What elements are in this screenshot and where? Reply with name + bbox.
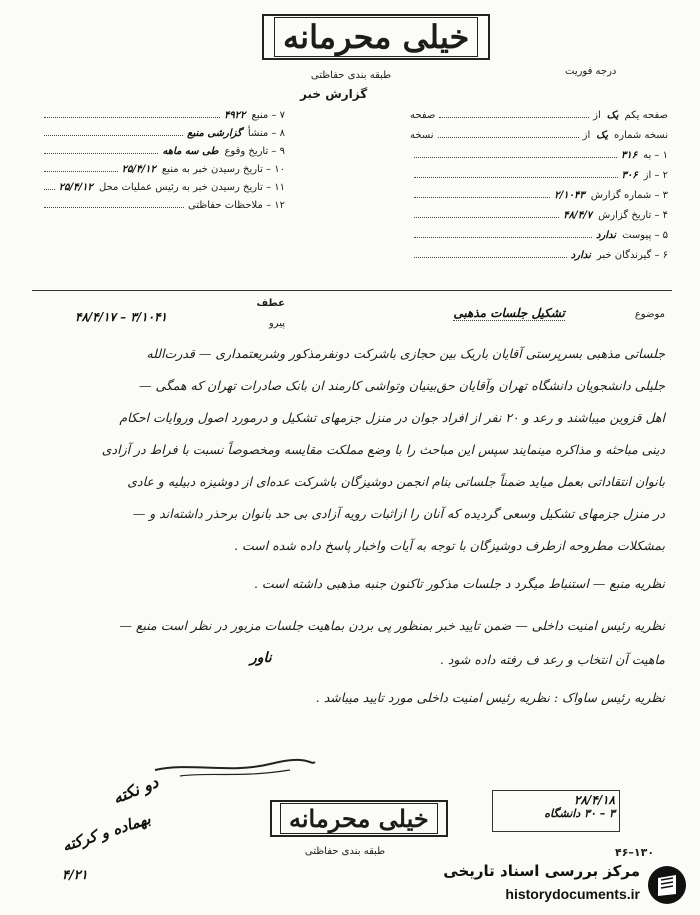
handwritten-note-3: ۴/۲۱: [62, 868, 88, 883]
reference-value: ۴۸/۴/۱۷ – ۳/۱۰۴۱: [75, 310, 167, 324]
top-classification-stamp: [262, 14, 490, 60]
top-stamp-text: خیلی محرمانه: [274, 17, 478, 57]
field-recipients: ۶ – گیرندگان خبر ندارد: [410, 248, 668, 261]
field-to: ۱ – به ۳۱۶: [410, 148, 668, 161]
field-news-to-chief-date: ۱۱ – تاریخ رسیدن خبر به رئیس عملیات محل ۲۵/۴/۱۲: [40, 180, 285, 193]
body-line: بانوان انتقاداتی بعمل میاید ضمناً جلساتی بنام انجمن دوشیزگان باشرکت عده‌ای از دوشیزه دبیلیه و عادی: [127, 474, 665, 489]
field-news-to-source-date: ۱۰ – تاریخ رسیدن خبر به منبع ۲۵/۴/۱۲: [40, 162, 285, 175]
subject-value: تشکیل جلسات مذهبی: [453, 306, 565, 320]
field-report-date: ۴ – تاریخ گزارش ۴۸/۴/۷: [410, 208, 668, 221]
document-code: ۴۶–۱۳۰: [615, 846, 655, 859]
body-line: جلساتی مذهبی بسرپرستی آقایان باریک بین حجازی باشرکت دونفرمذکور وشریعتمداری — قدرت‌الله: [146, 346, 665, 361]
body-line: بمشکلات مطروحه ازطرف دوشیزگان با توجه به آیات واخبار پاسخ داده شده است .: [234, 538, 665, 553]
archive-stamp-line1: ۲۸/۴/۱۸: [574, 793, 615, 807]
left-fields: [40, 108, 285, 216]
body-line: دینی مباحثه و مذاکره مینمایند سپس این مباحث را با وضع مملکت مقایسه ومخصوصاً نسبت با فراط در آزادی: [101, 442, 665, 457]
field-page: صفحه یکم یک از صفحه: [410, 110, 668, 121]
internal-security-opinion: نظریه رئیس امنیت داخلی — ضمن تایید خبر بمنظور پی بردن بماهیت جلسات مزبور در نظر است منبع —: [119, 618, 665, 633]
subject-row: [385, 306, 665, 321]
field-from: ۲ – از ۳۰۶: [410, 168, 668, 181]
field-source: ۷ – منبع ۴۹۲۲: [40, 108, 285, 121]
body-line: ماهیت آن انتخاب و رعد ف رفته داده شود . ناور: [250, 650, 665, 667]
archive-stamp: [492, 790, 620, 832]
footer-watermark: [420, 862, 690, 910]
header-divider: [32, 290, 672, 291]
field-origin: ۸ – منشأ گزارشی منبع: [40, 126, 285, 139]
priority-label: درجه فوریت: [565, 66, 617, 77]
footer-website: historydocuments.ir: [505, 886, 640, 902]
handwritten-note-2: بهماده و کرکته: [60, 809, 153, 856]
classification-label: طبقه بندی حفاظتی: [310, 70, 392, 81]
right-fields: [410, 108, 668, 268]
signature-scribble: [150, 752, 320, 782]
field-report-number: ۳ – شماره گزارش ۲/۱۰۴۳: [410, 188, 668, 201]
field-attachment: ۵ – پیوست ندارد: [410, 228, 668, 241]
bottom-classification-label: طبقه بندی حفاظتی: [304, 846, 386, 857]
bottom-stamp-text: خیلی محرمانه: [280, 803, 438, 834]
body-line: در منزل جزمهای تشکیل وسعی گردیده که آنان را ازاثبات رویه آزادی بی حد بانوان برحذر داشته‌اند و —: [132, 506, 665, 521]
handwritten-note-1: دو نکته: [110, 772, 161, 808]
field-security-notes: ۱۲ – ملاحظات حفاظتی: [40, 198, 285, 211]
subject-label: موضوع: [634, 309, 665, 320]
body-line: اهل قزوین میباشند و رعد و ۲۰ نفر از افراد جوان در منزل جزمهای تشکیل و درمورد اصول وروایات احکام: [119, 410, 665, 425]
report-title: گزارش خبر: [300, 87, 368, 101]
field-copy-number: نسخه شماره یک از نسخه: [410, 130, 668, 141]
source-opinion: نظریه منبع — استنباط میگرد د جلسات مذکور تاکنون جنبه مذهبی داشته است .: [253, 576, 665, 591]
report-body: [40, 346, 665, 705]
footer-org-name: مرکز بررسی اسناد تاریخی: [443, 862, 640, 880]
archive-stamp-line2: ۳ – ۳۰ دانشگاه: [544, 807, 615, 820]
bottom-classification-stamp: [270, 800, 448, 837]
body-line: جلیلی دانشجویان دانشگاه تهران وآقایان حق‌بینیان وتواشی کارمند ان بانک صادرات تهران که همگی —: [138, 378, 665, 393]
marginal-note: ناور: [250, 650, 272, 666]
reference-label-top: عطف: [256, 298, 285, 309]
archive-logo-icon: [648, 866, 686, 904]
reference-label-bottom: پیرو: [268, 318, 285, 329]
savak-chief-opinion: نظریه رئیس ساواک : نظریه رئیس امنیت داخلی مورد تایید میباشد .: [315, 690, 665, 705]
field-occurrence-date: ۹ – تاریخ وقوع طی سه ماهه: [40, 144, 285, 157]
